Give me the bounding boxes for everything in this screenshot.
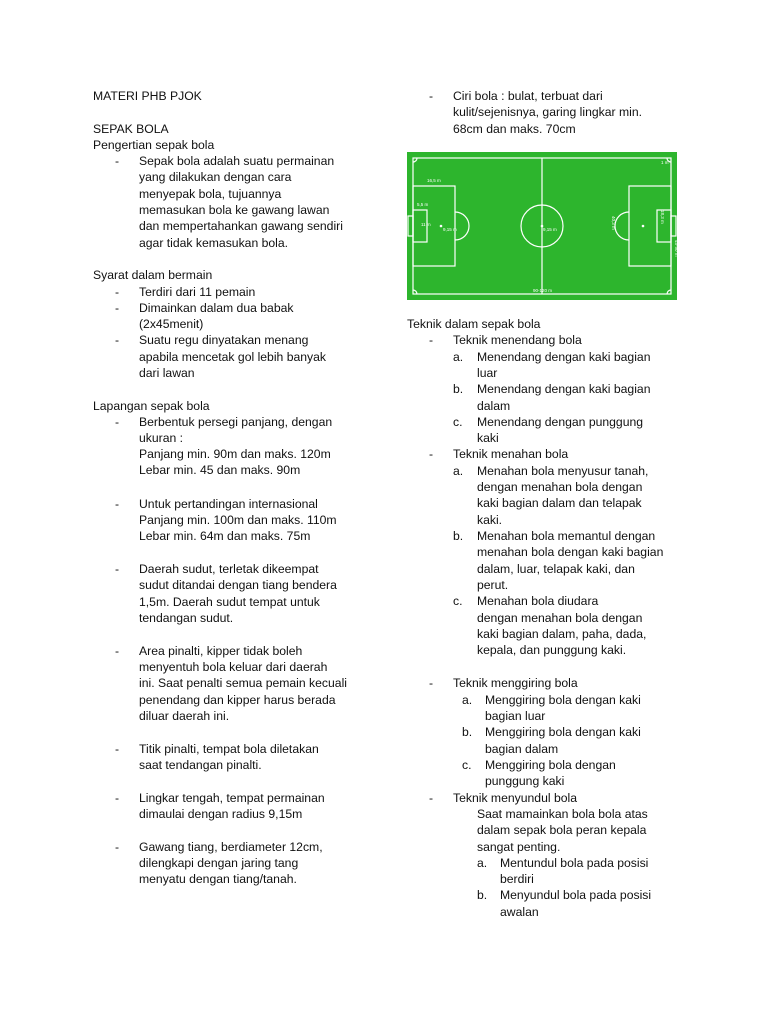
list-letter: b. [477,888,488,902]
subsection-title: Teknik menahan bola [453,447,569,461]
pitch-label: 9,15 m [543,227,557,232]
text-line: kaki. [477,513,503,527]
text-line: dari lawan [139,366,195,380]
list-dash: - [115,791,120,805]
text-line: perut. [477,578,509,592]
text-line: Menendang dengan punggung [477,415,644,429]
text-line: Terdiri dari 11 pemain [139,285,256,299]
text-line: menahan bola dengan kaki bagian [477,545,664,559]
text-line: Lebar min. 64m dan maks. 75m [139,529,311,543]
text-line: Area pinalti, kipper tidak boleh [139,644,303,658]
text-line: dimaulai dengan radius 9,15m [139,807,303,821]
pitch-label: 90-120 m [533,288,553,293]
penalty-spot [642,225,645,228]
text-line: agar tidak kemasukan bola. [139,236,289,250]
text-line: Untuk pertandingan internasional [139,497,318,511]
text-line: Menggiring bola dengan [485,758,616,772]
list-dash: - [115,742,120,756]
text-line: ukuran : [139,431,184,445]
list-letter: a. [453,464,464,478]
text-line: Titik pinalti, tempat bola diletakan [139,742,319,756]
text-line: ini. Saat penalti semua pemain kecuali [139,676,347,690]
text-line: sudut ditandai dengan tiang bendera [139,578,337,592]
text-line: Menggiring bola dengan kaki [485,693,641,707]
text-line: berdiri [500,872,534,886]
text-line: tendangan sudut. [139,611,234,625]
text-line: menyentuh bola keluar dari daerah [139,660,328,674]
list-letter: b. [453,382,464,396]
text-line: Lebar min. 45 dan maks. 90m [139,463,301,477]
penalty-spot [440,225,443,228]
text-line: Berbentuk persegi panjang, dengan [139,415,333,429]
text-line: Daerah sudut, terletak dikeempat [139,562,319,576]
text-line: Suatu regu dinyatakan menang [139,333,309,347]
text-line: Panjang min. 100m dan maks. 110m [139,513,337,527]
text-line: kaki bagian dalam, paha, dada, [477,627,647,641]
text-line: saat tendangan pinalti. [139,758,262,772]
text-line: dengan menahan bola dengan [477,480,643,494]
list-letter: b. [462,725,473,739]
text-line: 68cm dan maks. 70cm [453,122,576,136]
list-dash: - [115,644,120,658]
text-line: Menendang dengan kaki bagian [477,350,651,364]
list-dash: - [115,497,120,511]
text-line: Menyundul bola pada posisi [500,888,652,902]
pitch-label: 9,15 m [443,227,457,232]
text-line: luar [477,366,498,380]
pitch-label: 18,3 m [660,210,665,224]
text-line: Lingkar tengah, tempat permainan [139,791,325,805]
text-line: dilengkapi dengan jaring tang [139,856,299,870]
text-line: dalam, luar, telapak kaki, dan [477,562,635,576]
text-line: diluar daerah ini. [139,709,230,723]
text-line: (2x45menit) [139,317,204,331]
text-line: Ciri bola : bulat, terbuat dari [453,89,603,103]
list-dash: - [429,89,434,103]
pitch-label: 40,3 m [611,216,616,230]
list-dash: - [115,154,120,168]
pitch-svg [407,152,677,300]
text-line: sangat penting. [477,840,561,854]
text-line: kaki bagian dalam dan telapak [477,496,642,510]
text-line: Menggiring bola dengan kaki [485,725,641,739]
text-line: Mentundul bola pada posisi [500,856,649,870]
pitch-label: 45-90 m [674,240,679,257]
text-line: Sepak bola adalah suatu permainan [139,154,335,168]
pitch-label: 16,5 m [427,178,441,183]
subsection-title: Teknik menendang bola [453,333,582,347]
list-letter: a. [453,350,464,364]
teknik-heading: Teknik dalam sepak bola [407,317,541,331]
text-line: Saat mamainkan bola bola atas [477,807,648,821]
text-line: memasukan bola ke gawang lawan [139,203,330,217]
text-line: penendang dan kipper harus berada [139,693,336,707]
lapangan-heading: Lapangan sepak bola [93,399,210,413]
football-pitch-diagram [407,152,677,300]
text-line: apabila mencetak gol lebih banyak [139,350,327,364]
list-dash: - [115,301,120,315]
list-letter: c. [462,758,472,772]
text-line: yang dilakukan dengan cara [139,170,292,184]
text-line: 1,5m. Daerah sudut tempat untuk [139,595,320,609]
text-line: Menendang dengan kaki bagian [477,382,651,396]
text-line: awalan [500,905,539,919]
pitch-label: 1 m [661,160,669,165]
text-line: kepala, dan punggung kaki. [477,643,627,657]
subsection-title: Teknik menggiring bola [453,676,578,690]
pitch-label: 11 m [421,222,431,227]
subsection-title: Teknik menyundul bola [453,791,577,805]
list-dash: - [115,415,120,429]
list-letter: c. [453,415,463,429]
list-letter: a. [477,856,488,870]
list-letter: b. [453,529,464,543]
text-line: dengan menahan bola dengan [477,611,643,625]
syarat-heading: Syarat dalam bermain [93,268,213,282]
list-letter: a. [462,693,473,707]
list-dash: - [429,676,434,690]
text-line: dalam [477,399,511,413]
section-title: SEPAK BOLA [93,122,169,136]
document-title: MATERI PHB PJOK [93,89,202,103]
text-line: Gawang tiang, berdiameter 12cm, [139,840,323,854]
list-dash: - [115,840,120,854]
pengertian-heading: Pengertian sepak bola [93,138,215,152]
list-dash: - [429,333,434,347]
text-line: menyatu dengan tiang/tanah. [139,872,297,886]
text-line: punggung kaki [485,774,565,788]
text-line: kulit/sejenisnya, garing lingkar min. [453,105,642,119]
text-line: Menahan bola memantul dengan [477,529,656,543]
text-line: dan mempertahankan gawang sendiri [139,219,343,233]
pitch-label: 5,5 m [417,202,429,207]
text-line: dalam sepak bola peran kepala [477,823,647,837]
list-dash: - [115,285,120,299]
text-line: Dimainkan dalam dua babak [139,301,294,315]
text-line: menyepak bola, tujuannya [139,187,282,201]
list-letter: c. [453,594,463,608]
text-line: Menahan bola menyusur tanah, [477,464,649,478]
text-line: kaki [477,431,499,445]
text-line: Menahan bola diudara [477,594,599,608]
list-dash: - [115,333,120,347]
text-line: bagian dalam [485,742,559,756]
list-dash: - [429,447,434,461]
text-line: Panjang min. 90m dan maks. 120m [139,447,331,461]
list-dash: - [429,791,434,805]
text-line: bagian luar [485,709,546,723]
list-dash: - [115,562,120,576]
